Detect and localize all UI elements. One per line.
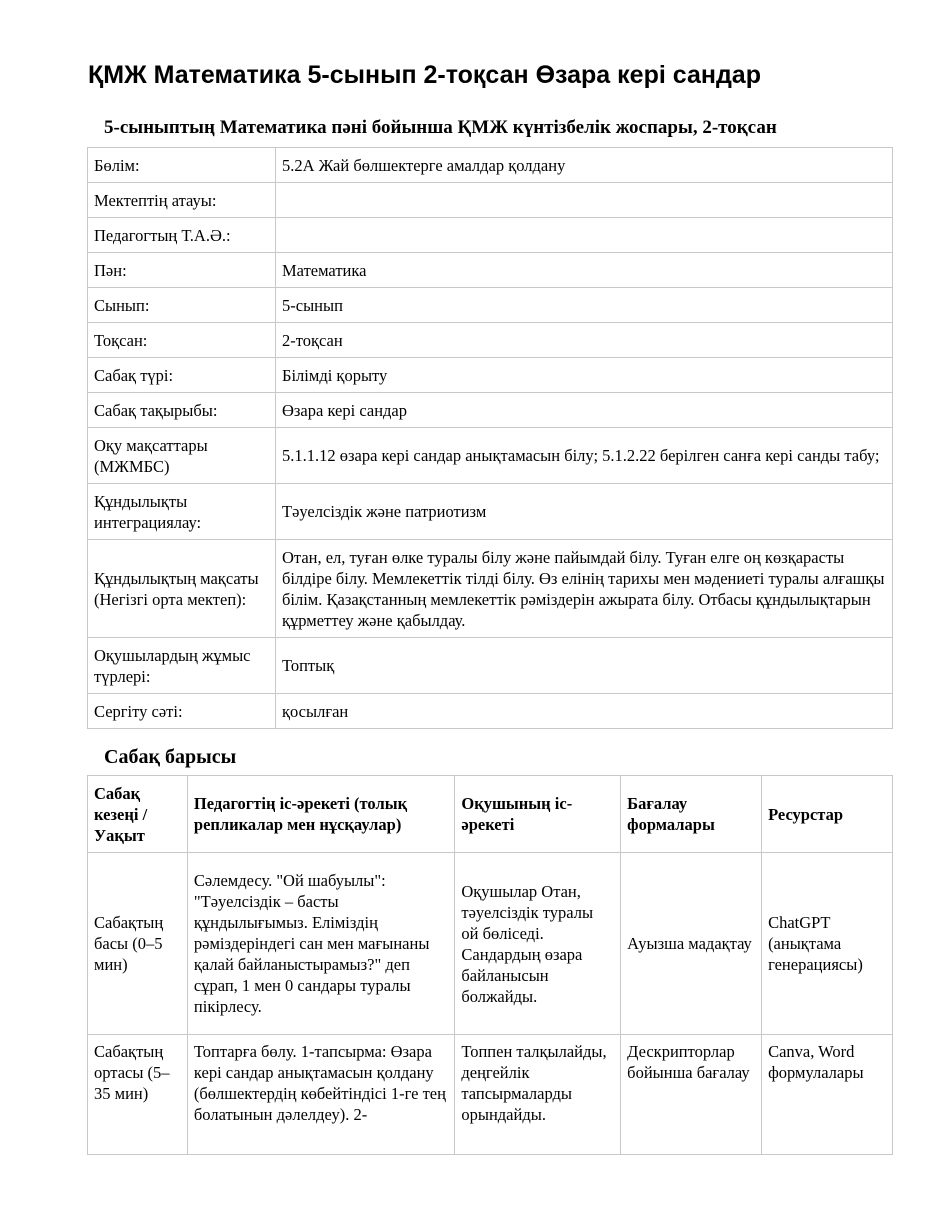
info-label: Оқу мақсаттары (МЖМБС) xyxy=(88,428,276,484)
lesson-header-row xyxy=(88,776,893,853)
info-row xyxy=(88,218,893,253)
info-value: 2-тоқсан xyxy=(276,323,893,358)
lesson-row xyxy=(88,853,893,1035)
info-value xyxy=(276,218,893,253)
info-row xyxy=(88,540,893,638)
student-activity: Оқушылар Отан, тәуелсіздік туралы ой бөліседі. Сандардың өзара байланысын болжайды. xyxy=(455,853,621,1035)
info-value: Тәуелсіздік және патриотизм xyxy=(276,484,893,540)
info-value: Отан, ел, туған өлке туралы білу және пайымдай білу. Туған елге оң көзқарасты білдіре білу. Мемлекеттік тілді білу. Өз елінің тарихы мен мәдениеті туралы алғашқы білім. Қазақстанның мемлекеттік рәміздерін ажырата білу. Отбасы құндылықтарын құрметтеу және қабылдау. xyxy=(276,540,893,638)
lesson-info-table xyxy=(87,147,893,729)
info-label: Сабақ түрі: xyxy=(88,358,276,393)
info-value: 5-сынып xyxy=(276,288,893,323)
lesson-flow-table xyxy=(87,775,893,1155)
plan-heading: 5-сыныптың Математика пәні бойынша ҚМЖ күнтізбелік жоспары, 2-тоқсан xyxy=(104,117,777,138)
document-title: ҚМЖ Математика 5-сынып 2-тоқсан Өзара кері сандар xyxy=(88,61,761,89)
lesson-row xyxy=(88,1035,893,1155)
info-label: Сергіту сәті: xyxy=(88,694,276,729)
info-row xyxy=(88,358,893,393)
info-value: Өзара кері сандар xyxy=(276,393,893,428)
info-row xyxy=(88,638,893,694)
teacher-activity: Топтарға бөлу. 1-тапсырма: Өзара кері сандар анықтамасын қолдану (бөлшектердің көбейтіндісі 1-ге тең болатынын дәлелдеу). 2- xyxy=(187,1035,454,1155)
info-value: Топтық xyxy=(276,638,893,694)
info-label: Құндылықтың мақсаты (Негізгі орта мектеп): xyxy=(88,540,276,638)
info-row xyxy=(88,428,893,484)
info-label: Пән: xyxy=(88,253,276,288)
teacher-activity: Сәлемдесу. "Ой шабуылы": "Тәуелсіздік – басты құндылығымыз. Еліміздің рәміздеріндегі сан мен мағынаны қалай байланыстырамыз?" деп сұрап, 1 мен 0 сандары туралы пікірлесу. xyxy=(187,853,454,1035)
lesson-stage: Сабақтың басы (0–5 мин) xyxy=(88,853,188,1035)
info-row xyxy=(88,148,893,183)
info-row xyxy=(88,393,893,428)
column-header-student: Оқушының іс-әрекеті xyxy=(455,776,621,853)
column-header-teacher: Педагогтің іс-әрекеті (толық репликалар мен нұсқаулар) xyxy=(187,776,454,853)
info-value: қосылған xyxy=(276,694,893,729)
lesson-resources: ChatGPT (анықтама генерациясы) xyxy=(762,853,893,1035)
info-value: 5.2А Жай бөлшектерге амалдар қолдану xyxy=(276,148,893,183)
lesson-flow-heading: Сабақ барысы xyxy=(104,746,237,768)
column-header-stage: Сабақ кезеңі / Уақыт xyxy=(88,776,188,853)
column-header-resources: Ресурстар xyxy=(762,776,893,853)
student-activity: Топпен талқылайды, деңгейлік тапсырмаларды орындайды. xyxy=(455,1035,621,1155)
info-label: Оқушылардың жұмыс түрлері: xyxy=(88,638,276,694)
info-row xyxy=(88,323,893,358)
assessment-form: Дескрипторлар бойынша бағалау xyxy=(621,1035,762,1155)
info-value: Математика xyxy=(276,253,893,288)
info-value: 5.1.1.12 өзара кері сандар анықтамасын білу; 5.1.2.22 берілген санға кері санды табу; xyxy=(276,428,893,484)
info-label: Тоқсан: xyxy=(88,323,276,358)
assessment-form: Ауызша мадақтау xyxy=(621,853,762,1035)
info-label: Мектептің атауы: xyxy=(88,183,276,218)
info-row xyxy=(88,253,893,288)
info-label: Бөлім: xyxy=(88,148,276,183)
info-value: Білімді қорыту xyxy=(276,358,893,393)
info-row xyxy=(88,288,893,323)
lesson-stage: Сабақтың ортасы (5–35 мин) xyxy=(88,1035,188,1155)
info-label: Сынып: xyxy=(88,288,276,323)
info-row xyxy=(88,694,893,729)
info-label: Педагогтың Т.А.Ә.: xyxy=(88,218,276,253)
info-label: Сабақ тақырыбы: xyxy=(88,393,276,428)
lesson-resources: Canva, Word формулалары xyxy=(762,1035,893,1155)
info-label: Құндылықты интеграциялау: xyxy=(88,484,276,540)
info-value xyxy=(276,183,893,218)
info-row xyxy=(88,484,893,540)
info-row xyxy=(88,183,893,218)
column-header-assessment: Бағалау формалары xyxy=(621,776,762,853)
